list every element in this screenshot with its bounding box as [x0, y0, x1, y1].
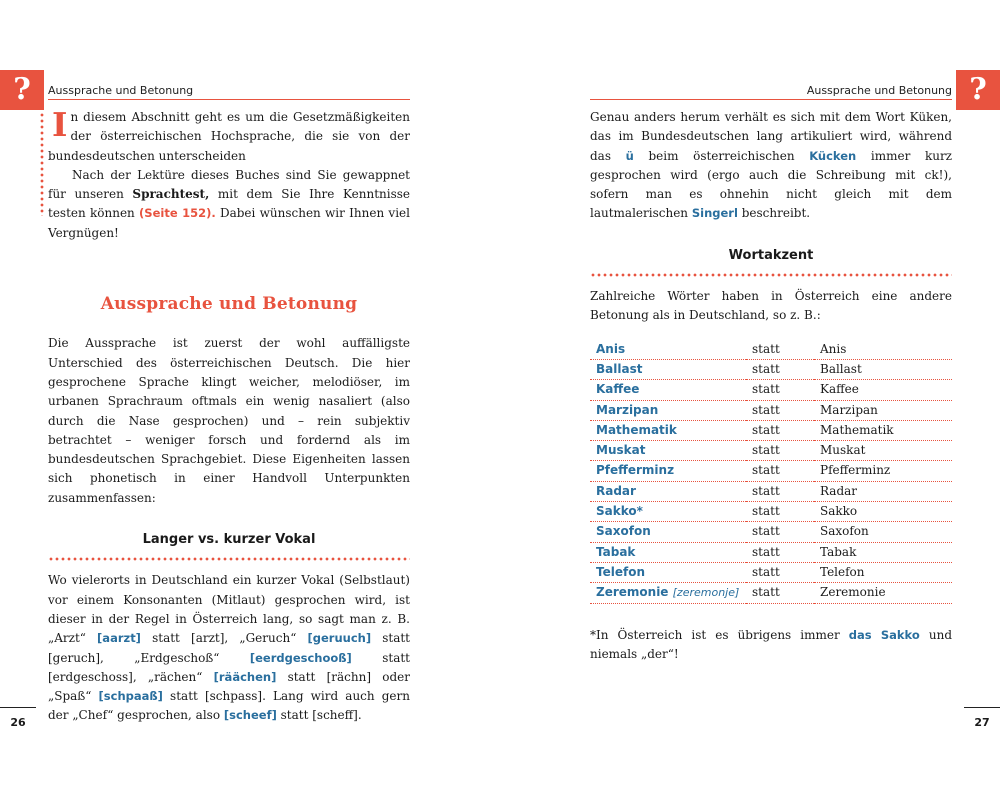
table-row: Radar statt Radar — [590, 481, 952, 501]
dotted-sidebar — [40, 112, 44, 216]
stress-table — [590, 340, 952, 604]
intro-box — [48, 105, 410, 243]
section-title: Aussprache und Betonung — [100, 294, 358, 315]
intro-paragraph-2: Nach der Lektüre dieses Buches sind Sie gewappnet für unseren Sprachtest, mit dem Sie Ihre Kenntnisse testen können (Seite 152). Dabei wünschen wir Ihnen viel Vergnügen! — [48, 167, 410, 240]
question-badge-icon: ? — [0, 70, 44, 110]
page-number-right: 27 — [964, 707, 1000, 729]
intro-paragraph: In diesem Abschnitt geht es um die Gesetzmäßigkeiten der österreichischen Hochsprache, die sie von der bundesdeutschen unterscheiden — [48, 105, 410, 163]
running-head-left: Aussprache und Betonung — [48, 84, 410, 100]
table-row: Ballast statt Ballast — [590, 359, 952, 379]
left-page — [48, 105, 411, 726]
right-page — [590, 108, 952, 664]
body-paragraph: Die Aussprache ist zuerst der wohl auffälligste Unterschied des österreichischen Deutsch. Die hier gesprochene Sprache klingt weicher, melodiöser, im urbanen Sprachraum oftmals ein wenig nasaliert (also durch die Nase gesprochen) und – rein subjektiv betrachtet – weniger forsch und fordernd als im bundesdeutschen Sprachgebiet. Diese Eigenheiten lassen sich phonetisch in einer Handvoll Unterpunkten zusammenfassen: — [48, 336, 410, 505]
running-head-right: Aussprache und Betonung — [590, 84, 952, 100]
dotted-divider — [590, 273, 952, 277]
table-row: Tabak statt Tabak — [590, 542, 952, 562]
question-badge-icon: ? — [956, 70, 1000, 110]
subhead-vokal: Langer vs. kurzer Vokal — [142, 532, 316, 548]
table-row: Kaffee statt Kaffee — [590, 380, 952, 400]
dotted-divider — [48, 557, 410, 561]
table-row: Zeremonie [zeremonje] statt Zeremonie — [590, 583, 952, 603]
table-row: Saxofon statt Saxofon — [590, 522, 952, 542]
footnote: *In Österreich ist es übrigens immer das Sakko und niemals „der“! — [590, 627, 952, 661]
wortakzent-intro: Zahlreiche Wörter haben in Österreich eine andere Betonung als in Deutschland, so z. B.: — [590, 289, 952, 323]
subhead-wortakzent: Wortakzent — [728, 247, 814, 263]
table-row: Anis statt Anis — [590, 340, 952, 360]
page-number-left: 26 — [0, 707, 36, 729]
vokal-paragraph: Wo vielerorts in Deutschland ein kurzer Vokal (Selbstlaut) vor einem Konsonanten (Mitlaut) gesprochen wird, ist dieser in der Regel in Österreich lang, so sagt man z. B. „Arzt“ [aarzt] statt [arzt], „Geruch“ [geruuch] statt [geruch], „Erdgeschoß“ [eerdgeschooß] statt [erdgeschoss], „rächen“ [räächen] statt [rächn] oder „Spaß“ [schpaaß] statt [schpass]. Lang wird auch gern der „Chef“ gesprochen, also [scheef] statt [scheff]. — [48, 573, 411, 723]
page-reference-link[interactable]: (Seite 152). — [139, 206, 216, 221]
table-row: Pfefferminz statt Pfefferminz — [590, 461, 952, 481]
table-row: Mathematik statt Mathematik — [590, 420, 952, 440]
table-row: Telefon statt Telefon — [590, 562, 952, 582]
table-row: Marzipan statt Marzipan — [590, 400, 952, 420]
table-row: Sakko* statt Sakko — [590, 502, 952, 522]
drop-cap: I — [52, 105, 68, 144]
table-row: Muskat statt Muskat — [590, 441, 952, 461]
kuken-paragraph: Genau anders herum verhält es sich mit dem Wort Küken, das im Bundesdeutschen lang artikuliert wird, während das ü beim österreichischen Kücken immer kurz gesprochen wird (ergo auch die Schreibung mit ck!), sofern man es ohnehin nicht gleich mit dem lautmalerischen Singerl beschreibt. — [590, 110, 953, 221]
